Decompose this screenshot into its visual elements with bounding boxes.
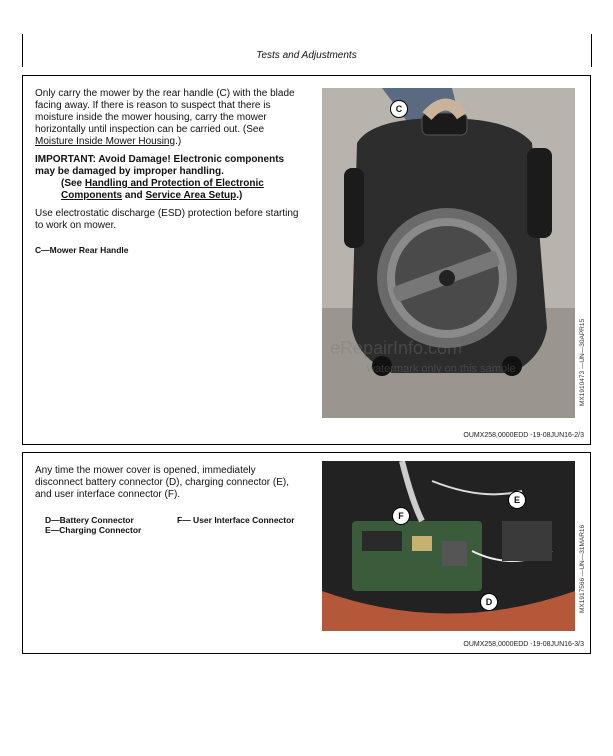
caption-c: C—Mower Rear Handle <box>35 245 129 255</box>
callout-e: E <box>508 491 526 509</box>
caption-e: E—Charging Connector <box>45 525 142 535</box>
section-connectors <box>22 452 591 654</box>
watermark-subtext: watermark only on this sample <box>367 363 516 375</box>
photo-mower-rear-handle <box>322 88 575 418</box>
callout-c: C <box>390 100 408 118</box>
link-moisture-inside-housing[interactable]: Moisture Inside Mower Housing <box>35 136 176 147</box>
photo-code-1: MX1910473 —UN—30APR15 <box>579 318 586 406</box>
carry-instructions: Only carry the mower by the rear handle (C) with the blade facing away. If there is reason to suspect that there is moisture inside the mower housing, carry the mower horizontally until inspection can be carried out. (See Moisture Inside Mower Housing.) <box>35 88 295 147</box>
page-header-title: Tests and Adjustments <box>256 50 357 61</box>
reference-code-2: OUMX258,0000EDD -19-08JUN16-3/3 <box>463 641 584 648</box>
caption-d: D—Battery Connector <box>45 515 134 525</box>
callout-d: D <box>480 593 498 611</box>
reference-code-1: OUMX258,0000EDD -19-08JUN16-2/3 <box>463 432 584 439</box>
disconnect-instructions: Any time the mower cover is opened, immediately disconnect battery connector (D), charging connector (E), and user interface connector (F). <box>35 465 290 500</box>
section-text <box>35 88 305 256</box>
caption-f: F— User Interface Connector <box>177 515 295 525</box>
photo-connectors <box>322 461 575 631</box>
callout-f: F <box>392 507 410 525</box>
caption-group-left <box>45 515 175 535</box>
watermark-text: eRepairInfo.com <box>330 338 463 358</box>
link-service-area-setup[interactable]: Service Area Setup <box>145 190 237 201</box>
connector-board-illustration <box>322 461 575 631</box>
esd-instructions: Use electrostatic discharge (ESD) protection before starting to work on mower. <box>35 208 299 231</box>
photo-code-2: MX1917566 —UN—31MAR16 <box>579 524 586 613</box>
link-handling-electronic-components[interactable]: Handling and Protection of Electronic Components <box>61 178 264 201</box>
important-notice: IMPORTANT: Avoid Damage! Electronic components may be damaged by improper handling. (See Handling and Protection of Electronic Components and Service Area Setup.) <box>35 154 285 201</box>
section-mower-handling <box>22 75 591 445</box>
section-text <box>35 465 305 507</box>
